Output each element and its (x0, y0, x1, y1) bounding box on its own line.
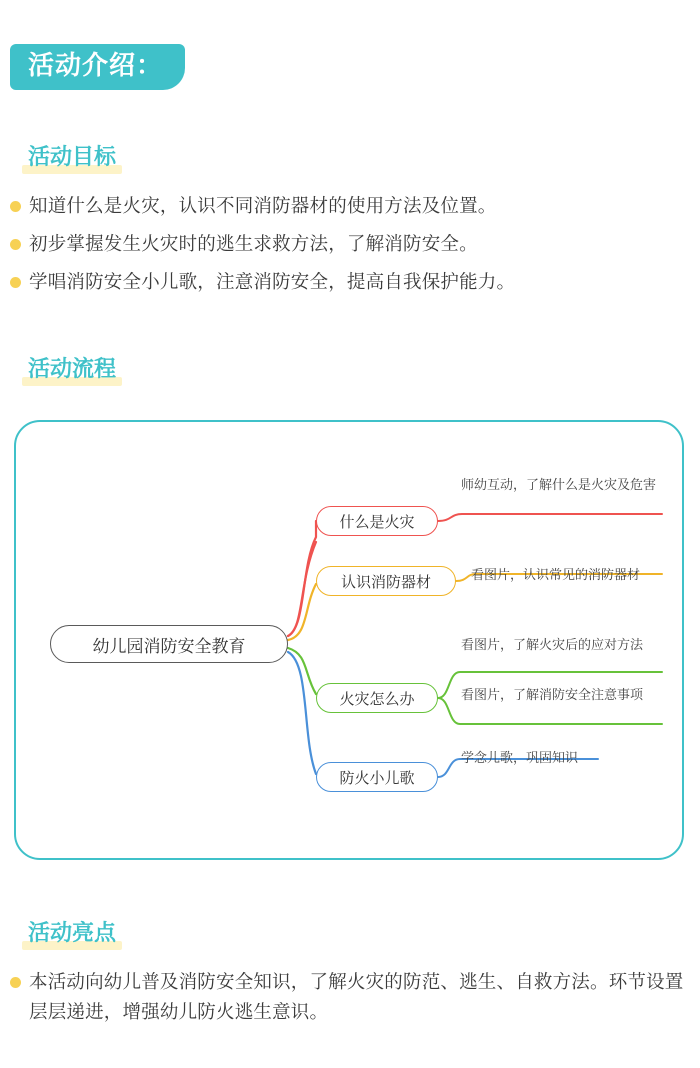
mindmap-branch-node-2[interactable]: 认识消防器材 (316, 566, 456, 596)
bullet-dot-icon (10, 977, 21, 988)
mindmap-branch-node-4[interactable]: 防火小儿歌 (316, 762, 438, 792)
section-heading-highlight (22, 916, 122, 949)
section-heading-highlight-label: 活动亮点 (28, 921, 117, 946)
list-item (10, 230, 690, 260)
bullet-dot-icon (10, 201, 21, 212)
section-heading-flow (22, 352, 122, 385)
mindmap-root-node[interactable]: 幼儿园消防安全教育 (50, 625, 288, 663)
mindmap-leaf-text: 师幼互动，了解什么是火灾及危害 (461, 478, 657, 493)
mindmap-leaf-text: 看图片，了解消防安全注意事项 (461, 688, 644, 703)
highlight-list (10, 968, 690, 1036)
mindmap-leaf-text: 学念儿歌，巩固知识 (461, 751, 579, 766)
mindmap-branch-node-3[interactable]: 火灾怎么办 (316, 683, 438, 713)
mindmap-leaf-text: 看图片，了解火灾后的应对方法 (461, 638, 644, 653)
list-item-text: 学唱消防安全小儿歌，注意消防安全，提高自我保护能力。 (29, 272, 516, 293)
mindmap-branch-node-1[interactable]: 什么是火灾 (316, 506, 438, 536)
bullet-dot-icon (10, 277, 21, 288)
page-title: 活动介绍： (28, 51, 164, 81)
list-item-text: 初步掌握发生火灾时的逃生求救方法，了解消防安全。 (29, 234, 478, 255)
list-item (10, 968, 690, 1028)
bullet-dot-icon (10, 239, 21, 250)
goal-list (10, 192, 690, 306)
list-item-text: 知道什么是火灾，认识不同消防器材的使用方法及位置。 (29, 196, 497, 217)
section-heading-goal (22, 140, 122, 173)
section-heading-flow-label: 活动流程 (28, 357, 117, 382)
list-item-text: 本活动向幼儿普及消防安全知识，了解火灾的防范、逃生、自救方法。环节设置层层递进，增强幼儿防火逃生意识。 (29, 972, 684, 1023)
mindmap-leaf-text: 看图片，认识常见的消防器材 (471, 568, 641, 583)
section-heading-goal-label: 活动目标 (28, 145, 117, 170)
list-item (10, 192, 690, 222)
mindmap-card (14, 420, 684, 860)
page-header-banner (10, 44, 185, 90)
list-item (10, 268, 690, 298)
